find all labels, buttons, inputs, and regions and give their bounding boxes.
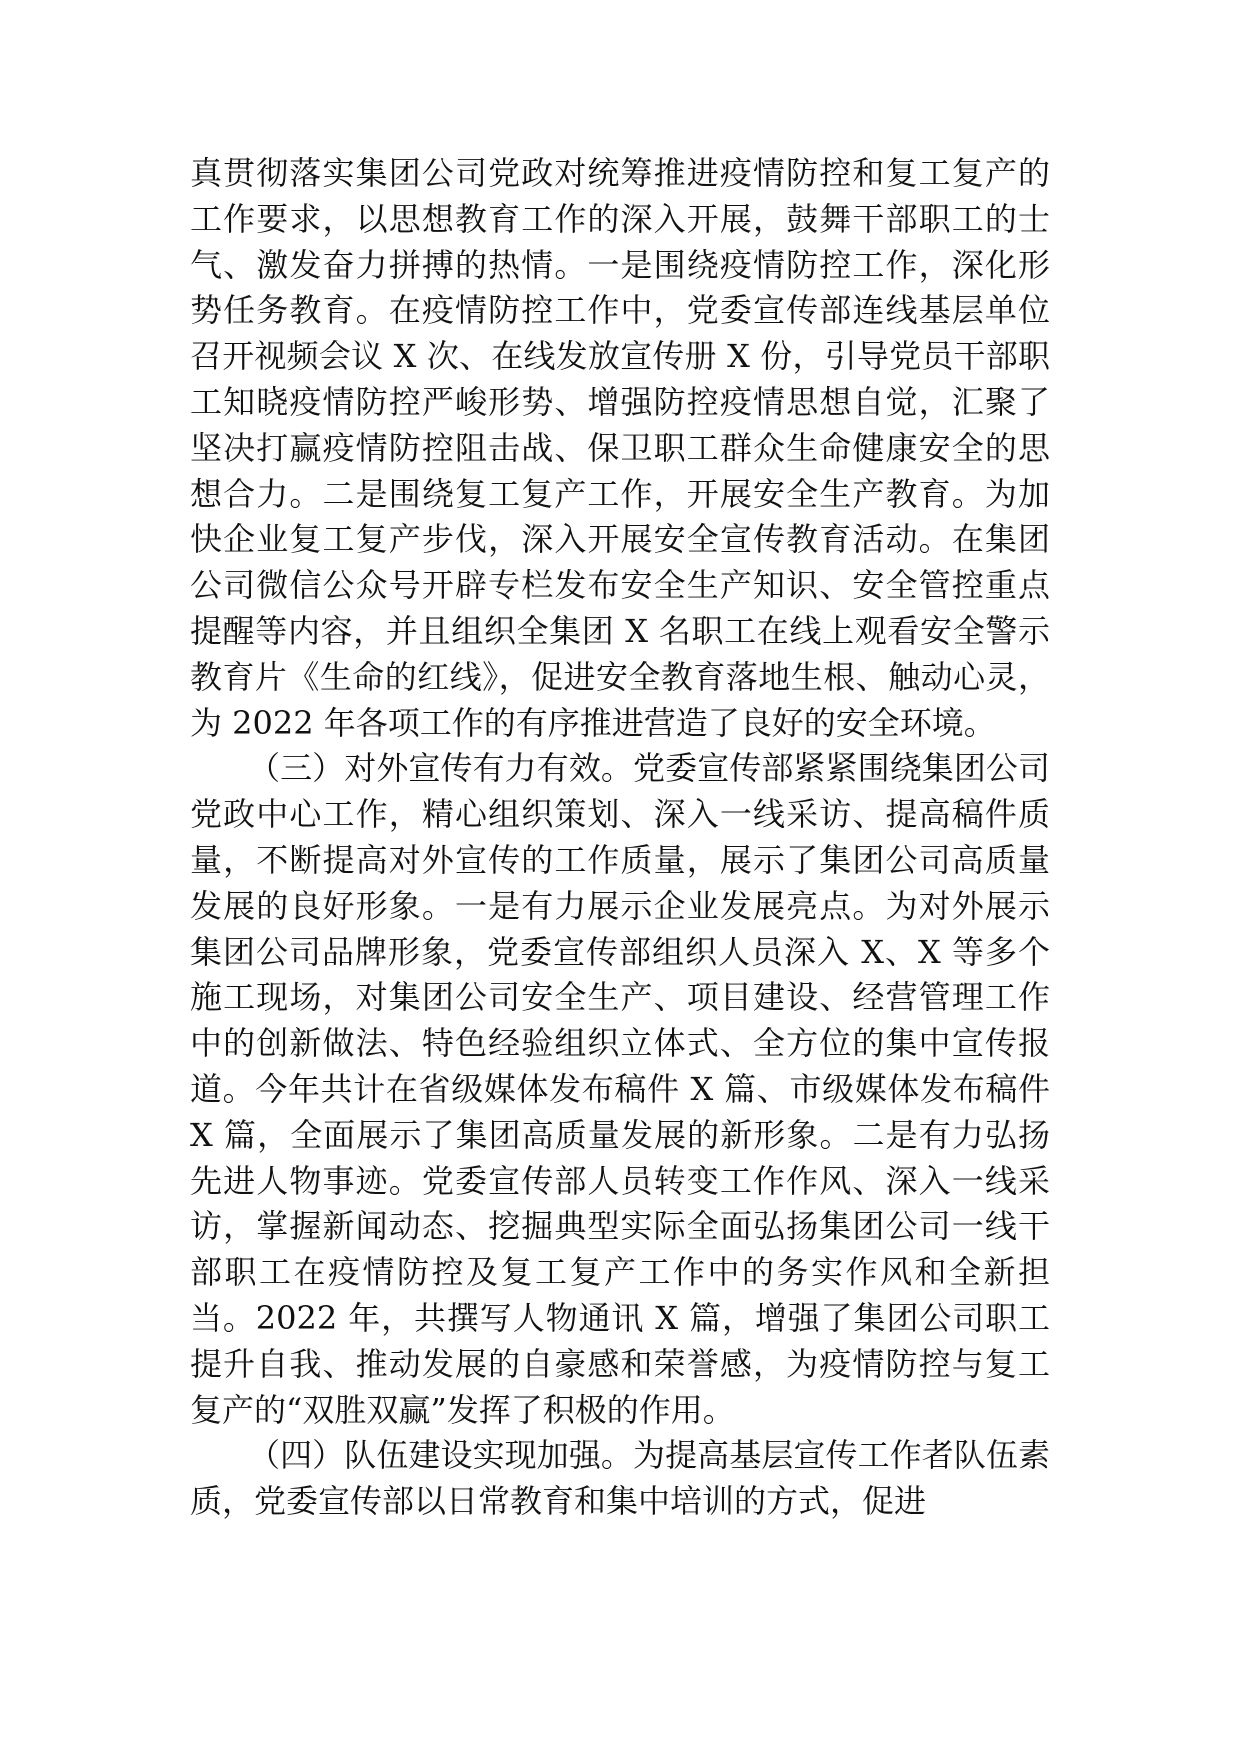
paragraph-section-4: （四）队伍建设实现加强。为提高基层宣传工作者队伍素质，党委宣传部以日常教育和集中培训的方式，促进	[190, 1436, 1050, 1521]
document-body	[190, 151, 1050, 1525]
paragraph-section-3: （三）对外宣传有力有效。党委宣传部紧紧围绕集团公司党政中心工作，精心组织策划、深入一线采访、提高稿件质量，不断提高对外宣传的工作质量，展示了集团公司高质量发展的良好形象。一是有力展示企业发展亮点。为对外展示集团公司品牌形象，党委宣传部组织人员深入 X、X 等多个施工现场，对集团公司安全生产、项目建设、经营管理工作中的创新做法、特色经验组织立体式、全方位的集中宣传报道。今年共计在省级媒体发布稿件 X 篇、市级媒体发布稿件 X 篇，全面展示了集团高质量发展的新形象。二是有力弘扬先进人物事迹。党委宣传部人员转变工作作风、深入一线采访，掌握新闻动态、挖掘典型实际全面弘扬集团公司一线干部职工在疫情防控及复工复产工作中的务实作风和全新担当。2022 年，共撰写人物通讯 X 篇，增强了集团公司职工提升自我、推动发展的自豪感和荣誉感，为疫情防控与复工复产的“双胜双赢”发挥了积极的作用。	[190, 749, 1050, 1429]
paragraph-continued: 真贯彻落实集团公司党政对统筹推进疫情防控和复工复产的工作要求，以思想教育工作的深入开展，鼓舞干部职工的士气、激发奋力拼搏的热情。一是围绕疫情防控工作，深化形势任务教育。在疫情防控工作中，党委宣传部连线基层单位召开视频会议 X 次、在线发放宣传册 X 份，引导党员干部职工知晓疫情防控严峻形势、增强防控疫情思想自觉，汇聚了坚决打赢疫情防控阻击战、保卫职工群众生命健康安全的思想合力。二是围绕复工复产工作，开展安全生产教育。为加快企业复工复产步伐，深入开展安全宣传教育活动。在集团公司微信公众号开辟专栏发布安全生产知识、安全管控重点提醒等内容，并且组织全集团 X 名职工在线上观看安全警示教育片《生命的红线》，促进安全教育落地生根、触动心灵，为 2022 年各项工作的有序推进营造了良好的安全环境。	[190, 154, 1050, 742]
